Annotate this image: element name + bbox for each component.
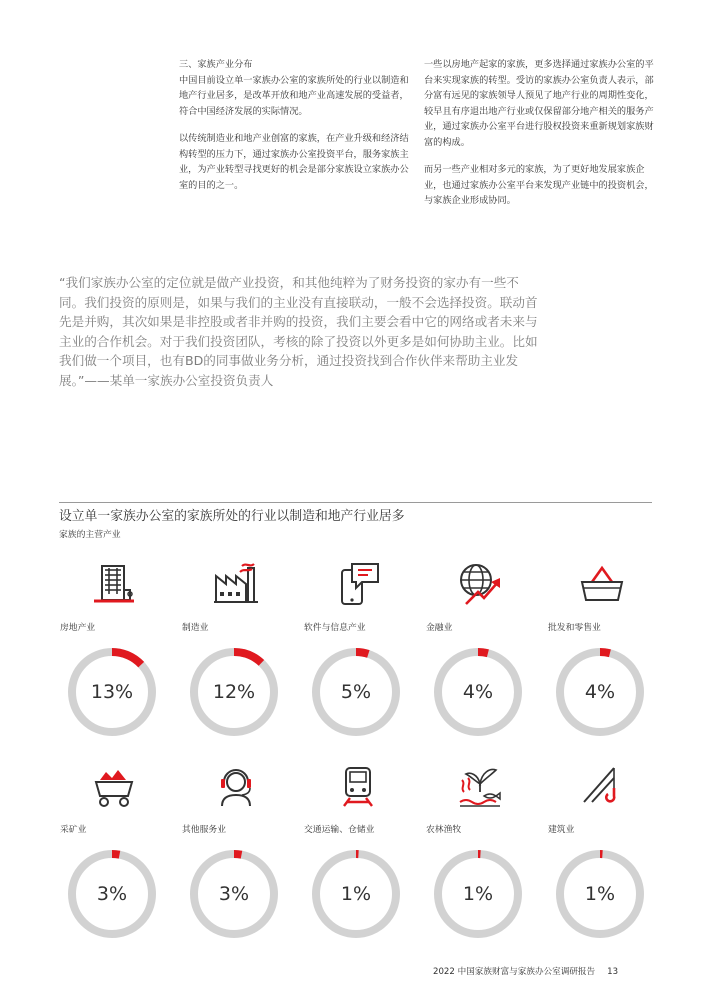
industry-percentage: 12% [212, 681, 256, 703]
page-number: 13 [607, 967, 619, 977]
industry-percentage: 1% [340, 883, 372, 905]
industry-cell [180, 560, 290, 760]
industry-label: 房地产业 [60, 623, 96, 633]
industry-percentage: 5% [340, 681, 372, 703]
globe-growth-icon [456, 560, 504, 608]
left-text-column [179, 57, 411, 205]
pull-quote: “我们家族办公室的定位就是做产业投资，和其他纯粹为了财务投资的家办有一些不同。我们投资的原则是，如果与我们的主业没有直接联动，一般不会选择投资。联动首先是并购，其次如果是非控股或者非并购的投资，我们主要会看中它的网络或者未来与主业的合作机会。对于我们投资团队，考核的除了投资以外更多是如何协助主业。比如我们做一个项目，也有BD的同事做业务分析，通过投资找到合作伙伴来帮助主业发展。”——某单一家族办公室投资负责人 [59, 275, 538, 388]
industry-label: 批发和零售业 [548, 623, 601, 633]
plant-fish-icon [456, 762, 504, 810]
industry-label: 采矿业 [60, 825, 87, 835]
industry-label: 交通运输、仓储业 [304, 825, 375, 835]
industry-label: 制造业 [182, 623, 209, 633]
page-footer [433, 965, 618, 977]
body-paragraph: 以传统制造业和地产业创富的家族，在产业升级和经济结构转型的压力下，通过家族办公室投资平台，服务家族主业，为产业转型寻找更好的机会是部分家族设立家族办公室的目的之一。 [179, 133, 409, 191]
body-paragraph: 中国目前设立单一家族办公室的家族所处的行业以制造和地产行业居多，是改革开放和地产业高速发展的受益者，符合中国经济发展的实际情况。 [179, 74, 409, 117]
industry-cell [546, 560, 656, 760]
shopping-basket-icon [578, 560, 626, 608]
mine-cart-icon [90, 762, 138, 810]
industry-label: 其他服务业 [182, 825, 226, 835]
industry-cell [424, 560, 534, 760]
right-text-column [424, 57, 656, 221]
mobile-chat-icon [334, 560, 382, 608]
industry-percentage: 4% [462, 681, 494, 703]
industry-label: 金融业 [426, 623, 453, 633]
industry-cell [424, 762, 534, 962]
industry-cell [546, 762, 656, 962]
industry-cell [302, 560, 412, 760]
building-icon [90, 560, 138, 608]
section-title: 三、家族产业分布 [179, 59, 253, 70]
headset-icon [212, 762, 260, 810]
factory-icon [212, 560, 260, 608]
body-paragraph: 一些以房地产起家的家族，更多选择通过家族办公室的平台来实现家族的转型。受访的家族办公室负责人表示，部分富有远见的家族领导人预见了地产行业的周期性变化，较早且有序退出地产行业或仅保留部分地产相关的服务产业，通过家族办公室平台进行股权投资来重新规划家族财富的构成。 [424, 59, 654, 148]
industry-cell [58, 560, 168, 760]
chart-title: 设立单一家族办公室的家族所处的行业以制造和地产行业居多 [59, 509, 405, 524]
industry-cell [180, 762, 290, 962]
industry-percentage: 1% [584, 883, 616, 905]
industry-cell [302, 762, 412, 962]
industry-label: 建筑业 [548, 825, 575, 835]
footer-report-title: 2022 中国家族财富与家族办公室调研报告 [433, 967, 596, 977]
chart-subtitle: 家族的主营产业 [59, 530, 121, 540]
crane-hook-icon [578, 762, 626, 810]
industry-percentage: 3% [218, 883, 250, 905]
industry-cell [58, 762, 168, 962]
chart-divider [59, 502, 652, 503]
industry-label: 农林渔牧 [426, 825, 462, 835]
industry-percentage: 4% [584, 681, 616, 703]
body-paragraph: 而另一些产业相对多元的家族，为了更好地发展家族企业，也通过家族办公室平台来发现产业链中的投资机会，与家族企业形成协同。 [424, 164, 654, 206]
industry-percentage: 1% [462, 883, 494, 905]
industry-percentage: 3% [96, 883, 128, 905]
train-icon [334, 762, 382, 810]
industry-label: 软件与信息产业 [304, 623, 366, 633]
industry-percentage: 13% [90, 681, 134, 703]
